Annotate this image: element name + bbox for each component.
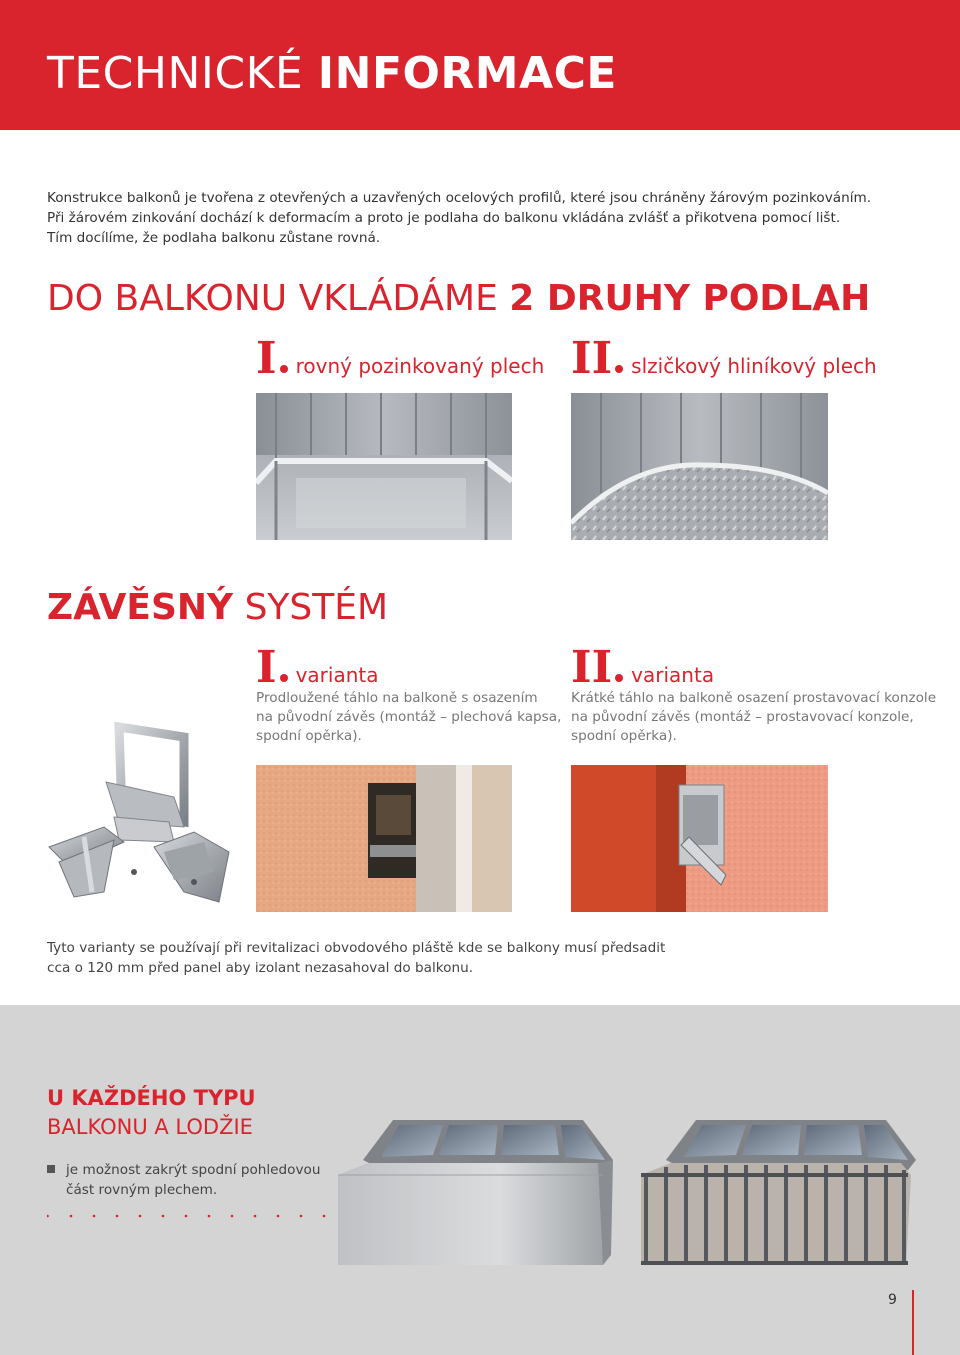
variant-desc-line: na původní závěs (montáž – plechová kapsa, (256, 709, 562, 725)
variant-1-description (256, 689, 561, 746)
roman-numeral: II (571, 642, 613, 693)
suspension-heading (47, 587, 389, 628)
bullet-line: část rovným plechem. (66, 1182, 218, 1198)
balcony-open-render (636, 1115, 918, 1270)
variant-desc-line: spodní opěrka). (256, 728, 362, 744)
variant-2-label (571, 642, 715, 693)
note-line: Tyto varianty se používají při revitalizaci obvodového pláště kde se balkony musí předsadit (47, 940, 666, 956)
checker-floor-photo (571, 393, 828, 540)
variant-1-photo (256, 765, 512, 912)
variant-desc-line: spodní opěrka). (571, 728, 677, 744)
roman-numeral: I (256, 642, 277, 693)
floor-type-2-label (571, 333, 877, 384)
variant-desc-line: na původní závěs (montáž – prostavovací konzole, (571, 709, 914, 725)
variants-note (47, 938, 665, 978)
bullet-dot (280, 674, 288, 682)
title-light: TECHNICKÉ (47, 48, 304, 99)
bullet-dot (280, 365, 288, 373)
bottom-bullet (47, 1160, 320, 1200)
intro-line: Konstrukce balkonů je tvořena z otevřených a uzavřených ocelových profilů, které jsou chráněny žárovým pozinkováním. (47, 190, 872, 206)
variant-desc-line: Krátké táhlo na balkoně osazení prostavovací konzole (571, 690, 937, 706)
bullet-dot (615, 674, 623, 682)
intro-paragraph (47, 188, 927, 248)
variant-text: varianta (295, 663, 379, 687)
variant-2-description (571, 689, 936, 746)
balcony-covered-render (333, 1115, 615, 1270)
variant-2-photo (571, 765, 828, 912)
suspension-heading-light: SYSTÉM (244, 587, 389, 628)
floors-heading-bold: 2 DRUHY PODLAH (509, 278, 871, 319)
bracket-parts-image (44, 722, 244, 912)
suspension-heading-bold: ZÁVĚSNÝ (47, 587, 234, 628)
page-number: 9 (888, 1292, 897, 1308)
page-title (47, 48, 617, 99)
variant-text: varianta (631, 663, 715, 687)
variant-desc-line: Prodloužené táhlo na balkoně s osazením (256, 690, 538, 706)
intro-line: Při žárovém zinkování dochází k deformacím a proto je podlaha do balkonu vkládána zvlášť a přikotvena pomocí lišt. (47, 210, 841, 226)
roman-numeral: I (256, 333, 277, 384)
floor-type-1-label (256, 333, 545, 384)
intro-line: Tím docílíme, že podlaha balkonu zůstane rovná. (47, 230, 381, 246)
bottom-title-line1: U KAŽDÉHO TYPU (47, 1086, 256, 1110)
square-bullet-icon (47, 1165, 55, 1173)
title-bold: INFORMACE (317, 48, 617, 99)
bullet-dot (615, 365, 623, 373)
note-line: cca o 120 mm před panel aby izolant nezasahoval do balkonu. (47, 960, 474, 976)
bullet-line: je možnost zakrýt spodní pohledovou (66, 1162, 321, 1178)
floors-heading (47, 278, 871, 319)
variant-1-label (256, 642, 379, 693)
bottom-title-line2: BALKONU A LODŽIE (47, 1115, 253, 1139)
floor-type-text: rovný pozinkovaný plech (295, 354, 545, 378)
floors-heading-light: DO BALKONU VKLÁDÁME (47, 278, 498, 319)
roman-numeral: II (571, 333, 613, 384)
floor-type-text: slzičkový hliníkový plech (631, 354, 877, 378)
flat-floor-photo (256, 393, 512, 540)
page-number-divider (912, 1290, 914, 1355)
